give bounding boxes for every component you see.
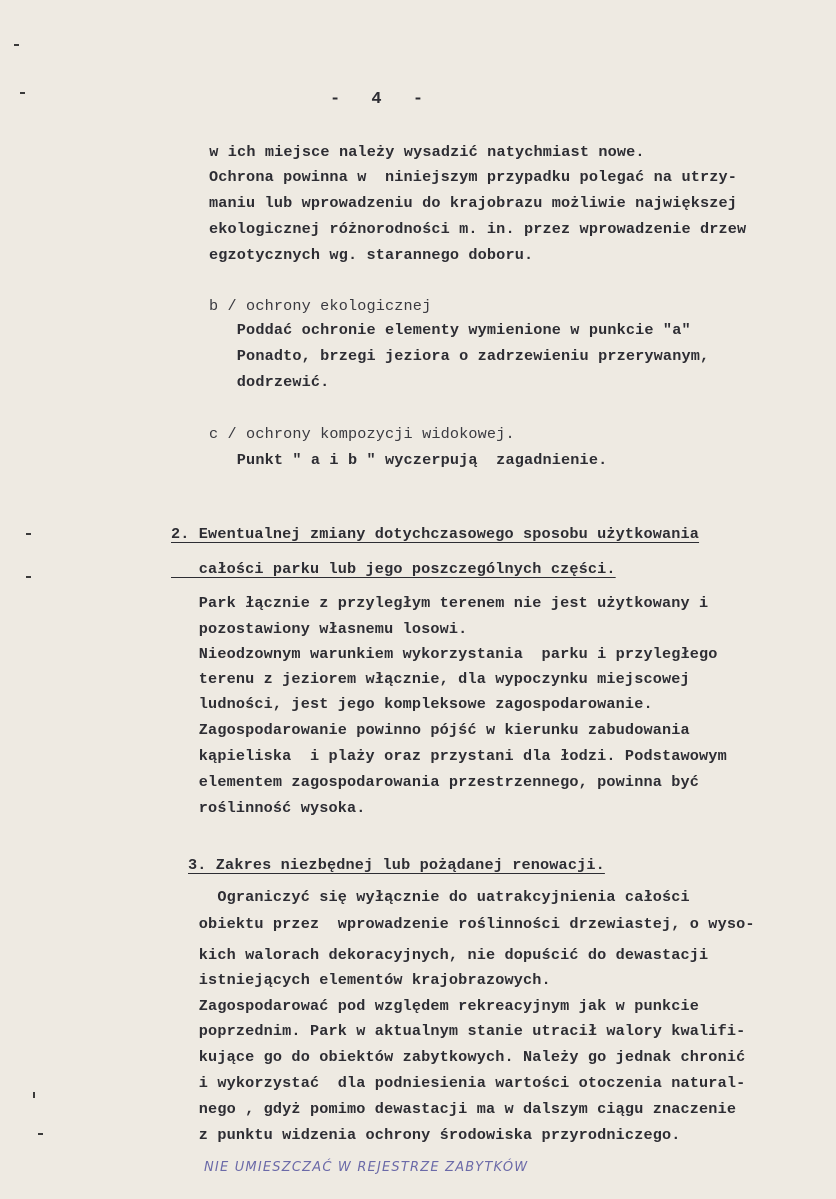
- margin-mark: [26, 533, 31, 535]
- text-line: Park łącznie z przyległym terenem nie jest użytkowany i: [171, 594, 709, 612]
- text-line: kich walorach dekoracyjnych, nie dopuścić do dewastacji: [171, 946, 709, 964]
- section-heading: 2. Ewentualnej zmiany dotychczasowego sposobu użytkowania: [171, 525, 700, 543]
- text-line: i wykorzystać dla podniesienia wartości otoczenia natural-: [171, 1074, 746, 1092]
- text-line: pozostawiony własnemu losowi.: [171, 620, 468, 638]
- text-line: poprzednim. Park w aktualnym stanie utracił walory kwalifi-: [171, 1022, 746, 1040]
- page-number: - 4 -: [330, 90, 424, 109]
- text-line: terenu z jeziorem włącznie, dla wypoczynku miejscowej: [171, 670, 690, 688]
- text-line: w ich miejsce należy wysadzić natychmiast nowe.: [200, 143, 645, 161]
- section-heading: 3. Zakres niezbędnej lub pożądanej renowacji.: [188, 856, 605, 874]
- text-line: kąpieliska i plaży oraz przystani dla łodzi. Podstawowym: [171, 747, 727, 765]
- text-line: c / ochrony kompozycji widokowej.: [209, 425, 515, 443]
- text-line: istniejących elementów krajobrazowych.: [171, 971, 551, 989]
- text-line: Nieodzownym warunkiem wykorzystania parku i przyległego: [171, 645, 718, 663]
- text-line: maniu lub wprowadzeniu do krajobrazu możliwie największej: [209, 194, 738, 212]
- margin-mark: [33, 1092, 35, 1098]
- text-line: Ochrona powinna w niniejszym przypadku polegać na utrzy-: [209, 168, 738, 186]
- text-line: b / ochrony ekologicznej: [209, 297, 432, 315]
- text-line: nego , gdyż pomimo dewastacji ma w dalszym ciągu znaczenie: [171, 1100, 737, 1118]
- text-line: Ponadto, brzegi jeziora o zadrzewieniu przerywanym,: [209, 347, 710, 365]
- text-line: Poddać ochronie elementy wymienione w punkcie "a": [209, 321, 691, 339]
- text-line: elementem zagospodarowania przestrzennego, powinna być: [171, 773, 700, 791]
- text-line: Punkt " a i b " wyczerpują zagadnienie.: [209, 451, 608, 469]
- section-heading: całości parku lub jego poszczególnych części.: [171, 560, 616, 578]
- text-line: obiektu przez wprowadzenie roślinności drzewiastej, o wyso-: [171, 915, 755, 933]
- text-line: egzotycznych wg. starannego doboru.: [209, 246, 534, 264]
- margin-mark: [26, 576, 31, 578]
- text-line: Ograniczyć się wyłącznie do uatrakcyjnienia całości: [171, 888, 690, 906]
- text-line: ludności, jest jego kompleksowe zagospodarowanie.: [171, 695, 653, 713]
- text-line: roślinność wysoka.: [171, 799, 366, 817]
- text-line: Zagospodarować pod względem rekreacyjnym jak w punkcie: [171, 997, 700, 1015]
- text-line: Zagospodarowanie powinno pójść w kierunku zabudowania: [171, 721, 690, 739]
- text-line: kujące go do obiektów zabytkowych. Należy go jednak chronić: [171, 1048, 746, 1066]
- margin-mark: [38, 1133, 43, 1135]
- text-line: ekologicznej różnorodności m. in. przez wprowadzenie drzew: [209, 220, 747, 238]
- text-line: dodrzewić.: [209, 373, 330, 391]
- text-line: z punktu widzenia ochrony środowiska przyrodniczego.: [171, 1126, 681, 1144]
- handwritten-note: NIE UMIESZCZAĆ W REJESTRZE ZABYTKÓW: [204, 1160, 529, 1175]
- margin-mark: [20, 92, 25, 94]
- margin-mark: [14, 44, 19, 46]
